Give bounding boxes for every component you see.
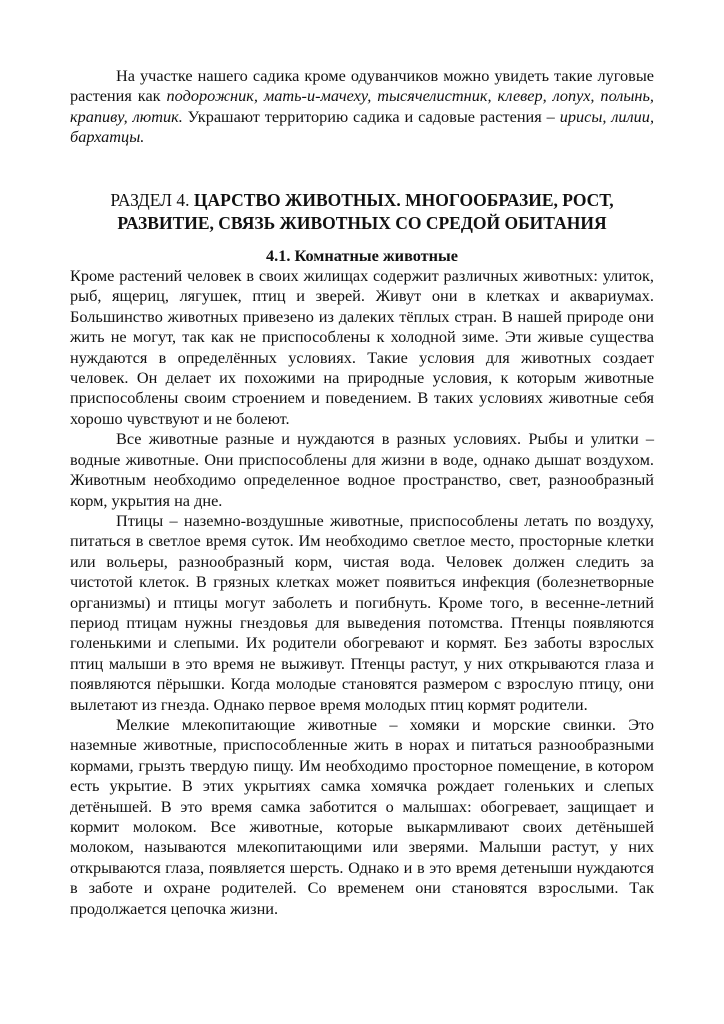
intro-paragraph (70, 66, 654, 148)
intro-italic-plants: подорожник, мать-и-мачеху, тысячелистник, клевер, лопух, полынь, крапиву, лютик. (70, 86, 654, 126)
body-paragraph-3: Птицы – наземно-воздушные животные, приспособлены летать по воздуху, питаться в светлое время суток. Им необходимо светлое место, просторные клетки или вольеры, разнообразный корм, чистая вода. Человек должен следить за чистотой клеток. В грязных клетках может появиться инфекция (болезнетворные организмы) и птицы могут заболеть и погибнуть. Кроме того, в весенне-летний период птицам нужны гнездовья для выведения потомства. Птенцы появляются голенькими и слепыми. Их родители обогревают и кормят. Без заботы взрослых птиц малыши в это время не выживут. Птенцы растут, у них открываются глаза и появляются пёрышки. Когда молодые становятся размером с взрослую птицу, они вылетают из гнезда. Однако первое время молодых птиц кормят родители. (70, 510, 654, 714)
section-spacer (70, 148, 654, 189)
subsection-heading: 4.1. Комнатные животные (265, 245, 458, 265)
body-paragraph-2: Все животные разные и нуждаются в разных условиях. Рыбы и улитки – водные животные. Они приспособлены для жизни в воде, однако дышат воздухом. Животным необходимо определенное водное пространство, свет, разнообразный корм, укрытия на дне. (70, 429, 654, 510)
document-page (70, 66, 654, 919)
intro-text-2: Украшают территорию садика и садовые растения – (182, 106, 560, 126)
body-paragraph-1: Кроме растений человек в своих жилищах содержит различных животных: улиток, рыб, ящериц, лягушек, птиц и зверей. Живут они в клетках и аквариумах. Большинство животных привезено из далеких тёплых стран. В нашей природе они жить не могут, так как не приспособлены к холодной зиме. Эти живые существа нуждаются в определённых условиях. Такие условия для животных создает человек. Он делает их похожими на природные условия, к которым животные приспособлены своим строением и поведением. В таких условиях животные себя хорошо чувствуют и не болеют. (70, 266, 654, 428)
section-heading (70, 189, 654, 235)
intro-text-1: На участке нашего садика кроме одуванчиков можно увидеть такие луговые растения как (70, 66, 654, 106)
body-paragraph-4: Мелкие млекопитающие животные – хомяки и морские свинки. Это наземные животные, приспособленные жить в норах и питаться разнообразными кормами, грызть твердую пищу. Им необходимо просторное помещение, в котором есть укрытие. В этих укрытиях самка хомячка рождает голеньких и слепых детёнышей. В это время самка заботится о малышах: обогревает, защищает и кормит молоком. Все животные, которые выкармливают своих детёнышей молоком, называются млекопитающими или зверями. Малыши растут, у них открываются глаза, появляется шерсть. Однако и в это время детеныши нуждаются в заботе и охране родителей. Со временем они становятся взрослыми. Так продолжается цепочка жизни. (70, 714, 654, 918)
section-title: ЦАРСТВО ЖИВОТНЫХ. МНОГООБРАЗИЕ, РОСТ, РАЗВИТИЕ, СВЯЗЬ ЖИВОТНЫХ СО СРЕДОЙ ОБИТАНИЯ (117, 189, 614, 233)
section-prefix: РАЗДЕЛ 4. (110, 189, 194, 210)
intro-italic-garden-plants: ирисы, лилии, бархатцы. (70, 106, 655, 147)
